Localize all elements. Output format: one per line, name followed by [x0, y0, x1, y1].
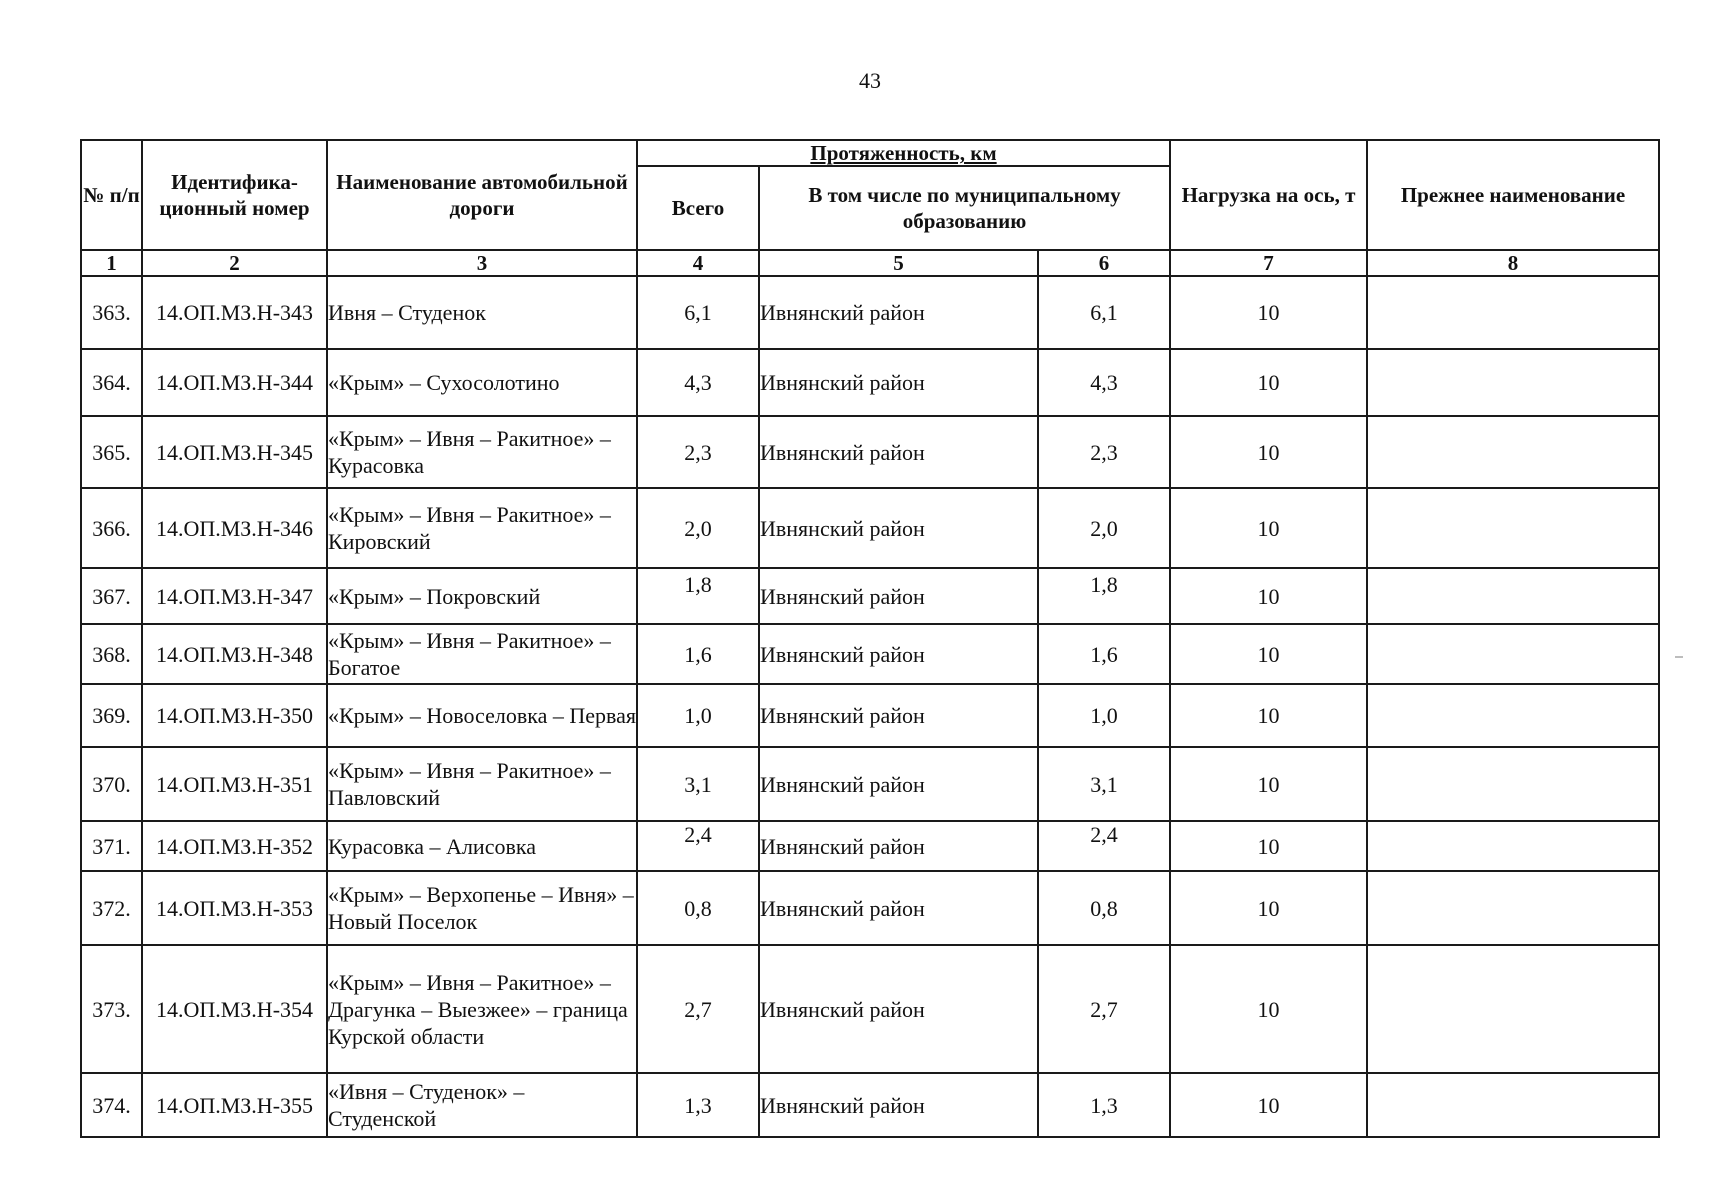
row-previous-name: [1367, 1073, 1659, 1137]
row-axle-load: 10: [1170, 416, 1367, 488]
row-municipal-length: 1,0: [1038, 684, 1170, 747]
column-number: 2: [142, 250, 327, 276]
row-previous-name: [1367, 349, 1659, 416]
row-municipality: Ивнянский район: [759, 684, 1038, 747]
row-number: 373.: [81, 945, 142, 1073]
row-number: 367.: [81, 568, 142, 624]
row-road-name: «Крым» – Покровский: [327, 568, 637, 624]
row-total-length: 6,1: [637, 276, 759, 349]
row-number: 364.: [81, 349, 142, 416]
row-municipality: Ивнянский район: [759, 1073, 1038, 1137]
row-municipality: Ивнянский район: [759, 821, 1038, 871]
table-body: [81, 276, 1659, 1137]
row-road-name: «Ивня – Студенок» – Студенской: [327, 1073, 637, 1137]
table-row: [81, 624, 1659, 684]
table-row: [81, 871, 1659, 945]
header-ident: Идентифика-ционный номер: [142, 140, 327, 250]
row-number: 365.: [81, 416, 142, 488]
row-municipal-length: 0,8: [1038, 871, 1170, 945]
row-total-length: 4,3: [637, 349, 759, 416]
row-municipality: Ивнянский район: [759, 488, 1038, 568]
row-road-name: «Крым» – Ивня – Ракитное» – Кировский: [327, 488, 637, 568]
row-municipal-length: 2,4: [1090, 821, 1118, 847]
row-municipal-length: 1,3: [1038, 1073, 1170, 1137]
row-ident: 14.ОП.МЗ.Н-344: [142, 349, 327, 416]
row-total-length: 2,3: [637, 416, 759, 488]
margin-mark: [1675, 656, 1683, 658]
row-previous-name: [1367, 684, 1659, 747]
row-municipality: Ивнянский район: [759, 871, 1038, 945]
row-number: 372.: [81, 871, 142, 945]
table-row: [81, 684, 1659, 747]
row-previous-name: [1367, 624, 1659, 684]
table-row: [81, 488, 1659, 568]
row-municipality: Ивнянский район: [759, 349, 1038, 416]
column-number: 1: [81, 250, 142, 276]
row-road-name: «Крым» – Ивня – Ракитное» – Курасовка: [327, 416, 637, 488]
header-previous-name: Прежнее наименование: [1367, 140, 1659, 250]
row-ident: 14.ОП.МЗ.Н-348: [142, 624, 327, 684]
row-municipal-length: 1,6: [1038, 624, 1170, 684]
row-ident: 14.ОП.МЗ.Н-347: [142, 568, 327, 624]
header-total: Всего: [637, 166, 759, 250]
row-axle-load: 10: [1170, 276, 1367, 349]
row-road-name: «Крым» – Верхопенье – Ивня» – Новый Поселок: [327, 871, 637, 945]
row-number: 366.: [81, 488, 142, 568]
table-row: [81, 276, 1659, 349]
row-municipality: Ивнянский район: [759, 747, 1038, 821]
row-total-length: 1,3: [637, 1073, 759, 1137]
row-previous-name: [1367, 747, 1659, 821]
table-row: [81, 349, 1659, 416]
row-total-length: 1,8: [684, 571, 712, 597]
row-municipality: Ивнянский район: [759, 416, 1038, 488]
column-number: 7: [1170, 250, 1367, 276]
row-road-name: «Крым» – Ивня – Ракитное» – Павловский: [327, 747, 637, 821]
table-row: [81, 568, 1659, 624]
row-axle-load: 10: [1170, 747, 1367, 821]
table-header: [81, 140, 1659, 276]
row-ident: 14.ОП.МЗ.Н-346: [142, 488, 327, 568]
row-total-length: 1,0: [637, 684, 759, 747]
row-previous-name: [1367, 276, 1659, 349]
row-total-length: 1,6: [637, 624, 759, 684]
row-ident: 14.ОП.МЗ.Н-343: [142, 276, 327, 349]
table-row: [81, 1073, 1659, 1137]
row-ident: 14.ОП.МЗ.Н-351: [142, 747, 327, 821]
row-total-length: 0,8: [637, 871, 759, 945]
row-number: 369.: [81, 684, 142, 747]
column-number: 3: [327, 250, 637, 276]
column-number: 8: [1367, 250, 1659, 276]
table-row: [81, 416, 1659, 488]
row-number: 363.: [81, 276, 142, 349]
row-road-name: «Крым» – Сухосолотино: [327, 349, 637, 416]
row-ident: 14.ОП.МЗ.Н-345: [142, 416, 327, 488]
page-number: 43: [859, 68, 881, 93]
row-municipal-length: 2,0: [1038, 488, 1170, 568]
row-road-name: «Крым» – Ивня – Ракитное» – Драгунка – Выезжее» – граница Курской области: [327, 945, 637, 1073]
row-road-name: «Крым» – Ивня – Ракитное» – Богатое: [327, 624, 637, 684]
table-row: [81, 821, 1659, 871]
header-axle-load: Нагрузка на ось, т: [1170, 140, 1367, 250]
row-municipal-length: 1,8: [1090, 571, 1118, 597]
row-ident: 14.ОП.МЗ.Н-355: [142, 1073, 327, 1137]
row-axle-load: 10: [1170, 871, 1367, 945]
header-road-name: Наименование автомобильной дороги: [327, 140, 637, 250]
roads-table: [80, 139, 1660, 1138]
column-number: 4: [637, 250, 759, 276]
row-number: 371.: [81, 821, 142, 871]
row-number: 368.: [81, 624, 142, 684]
row-municipal-length: 6,1: [1038, 276, 1170, 349]
row-municipality: Ивнянский район: [759, 568, 1038, 624]
row-road-name: Курасовка – Алисовка: [327, 821, 637, 871]
row-axle-load: 10: [1170, 488, 1367, 568]
row-municipal-length: 4,3: [1038, 349, 1170, 416]
row-road-name: Ивня – Студенок: [327, 276, 637, 349]
column-number: 5: [759, 250, 1038, 276]
row-number: 370.: [81, 747, 142, 821]
row-municipality: Ивнянский район: [759, 945, 1038, 1073]
row-municipal-length: 2,7: [1038, 945, 1170, 1073]
row-axle-load: 10: [1170, 945, 1367, 1073]
header-municipal: В том числе по муниципальному образованию: [759, 166, 1170, 250]
row-previous-name: [1367, 871, 1659, 945]
row-axle-load: 10: [1170, 624, 1367, 684]
row-municipality: Ивнянский район: [759, 276, 1038, 349]
column-number: 6: [1038, 250, 1170, 276]
table-row: [81, 747, 1659, 821]
header-num: № п/п: [81, 140, 142, 250]
row-ident: 14.ОП.МЗ.Н-353: [142, 871, 327, 945]
row-previous-name: [1367, 821, 1659, 871]
row-axle-load: 10: [1170, 568, 1367, 624]
row-previous-name: [1367, 416, 1659, 488]
row-road-name: «Крым» – Новоселовка – Первая: [327, 684, 637, 747]
row-municipal-length: 2,3: [1038, 416, 1170, 488]
row-axle-load: 10: [1170, 684, 1367, 747]
row-number: 374.: [81, 1073, 142, 1137]
column-numbers-row: [81, 250, 1659, 276]
row-ident: 14.ОП.МЗ.Н-350: [142, 684, 327, 747]
row-municipality: Ивнянский район: [759, 624, 1038, 684]
row-previous-name: [1367, 945, 1659, 1073]
row-axle-load: 10: [1170, 821, 1367, 871]
row-axle-load: 10: [1170, 349, 1367, 416]
row-ident: 14.ОП.МЗ.Н-352: [142, 821, 327, 871]
header-length-group: Протяженность, км: [637, 140, 1170, 166]
row-total-length: 2,7: [637, 945, 759, 1073]
row-previous-name: [1367, 488, 1659, 568]
row-total-length: 2,4: [684, 821, 712, 847]
row-total-length: 3,1: [637, 747, 759, 821]
row-ident: 14.ОП.МЗ.Н-354: [142, 945, 327, 1073]
row-axle-load: 10: [1170, 1073, 1367, 1137]
row-total-length: 2,0: [637, 488, 759, 568]
table-row: [81, 945, 1659, 1073]
row-municipal-length: 3,1: [1038, 747, 1170, 821]
row-previous-name: [1367, 568, 1659, 624]
